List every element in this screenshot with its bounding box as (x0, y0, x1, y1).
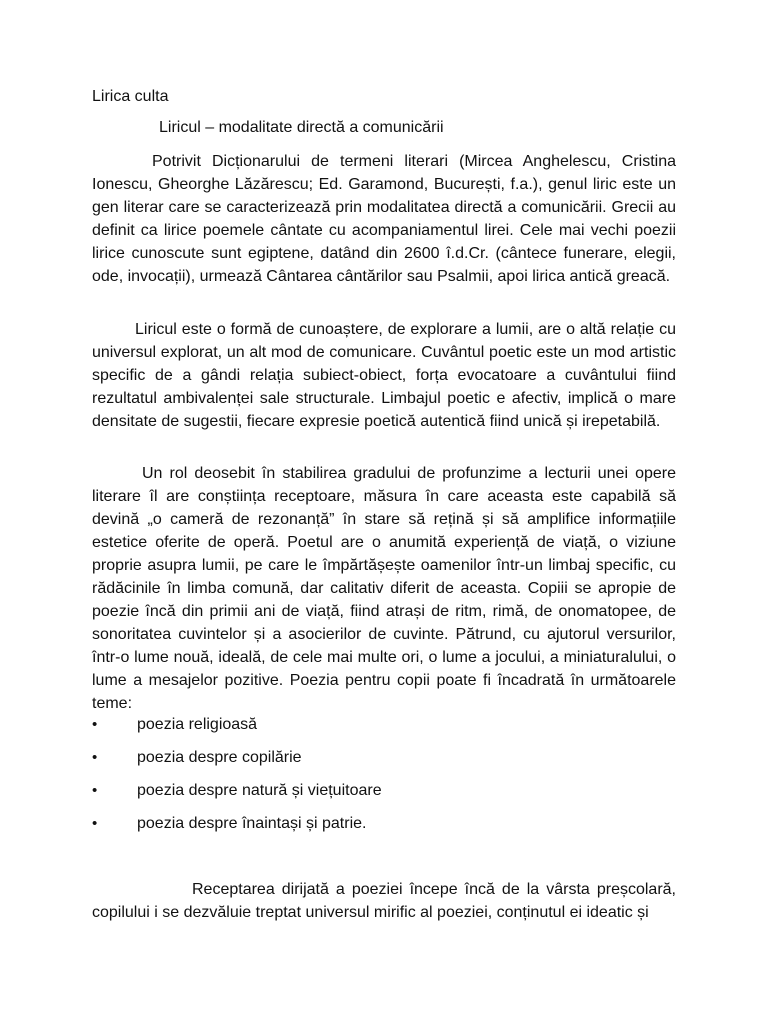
list-item (92, 747, 676, 780)
bullet-icon: • (92, 782, 98, 799)
document-title: Lirica culta (92, 88, 169, 105)
paragraph-definition: Potrivit Dicționarului de termeni literari (Mircea Anghelescu, Cristina Ionescu, Gheorghe Lăzărescu; Ed. Garamond, București, f.a.), genul liric este un gen literar care se caracterizează prin modalitatea directă a comunicării. Grecii au definit ca lirice poemele cântate cu acompaniamentul lirei. Cele mai vechi poezii lirice cunoscute sunt egiptene, datând din 2600 î.d.Cr. (cântece funerare, elegii, ode, invocații), urmează Cântarea cântărilor sau Psalmii, apoi lirica antică greacă. (92, 153, 676, 285)
list-item-text: poezia despre copilărie (137, 749, 302, 766)
themes-list (92, 714, 676, 846)
paragraph-reception: Un rol deosebit în stabilirea gradului de profunzime a lecturii unei opere literare îl are conștiința receptoare, măsura în care aceasta este capabilă să devină „o cameră de rezonanță” în stare să rețină și să amplifice informațiile estetice oferite de operă. Poetul are o anumită experiență de viață, o viziune proprie asupra lumii, pe care le împărtășește oamenilor într-un limbaj specific, cu rădăcinile în limba comună, dar calitativ diferit de aceasta. Copiii se apropie de poezie încă din primii ani de viață, fiind atrași de ritm, rimă, de onomatopee, de sonoritatea cuvintelor și a asocierilor de cuvinte. Pătrund, cu ajutorul versurilor, într-o lume nouă, ideală, de cele mai multe ori, o lume a jocului, a miniaturalului, o lume a mesajelor pozitive. Poezia pentru copii poate fi încadrată în următoarele teme: (92, 465, 676, 712)
list-item (92, 780, 676, 813)
list-item-text: poezia despre natură și viețuitoare (137, 782, 382, 799)
paragraph-directed-reception: Receptarea dirijată a poeziei începe încă de la vârsta preșcolară, copilului i se dezvăluie treptat universul mirific al poeziei, conținutul ei ideatic și (92, 881, 676, 921)
bullet-icon: • (92, 716, 98, 733)
document-subtitle: Liricul – modalitate directă a comunicării (159, 119, 444, 136)
paragraph-lyric-knowledge: Liricul este o formă de cunoaștere, de explorare a lumii, are o altă relație cu universul explorat, un alt mod de comunicare. Cuvântul poetic este un mod artistic specific de a gândi relația subiect-obiect, forța evocatoare a cuvântului fiind rezultatul ambivalenței sale structurale. Limbajul poetic e afectiv, implică o mare densitate de sugestii, fiecare expresie poetică autentică fiind unică și irepetabilă. (92, 321, 676, 430)
bullet-icon: • (92, 749, 98, 766)
list-item-text: poezia despre înaintași și patrie. (137, 815, 367, 832)
list-item-text: poezia religioasă (137, 716, 258, 733)
list-item (92, 813, 676, 846)
bullet-icon: • (92, 815, 98, 832)
list-item (92, 714, 676, 747)
